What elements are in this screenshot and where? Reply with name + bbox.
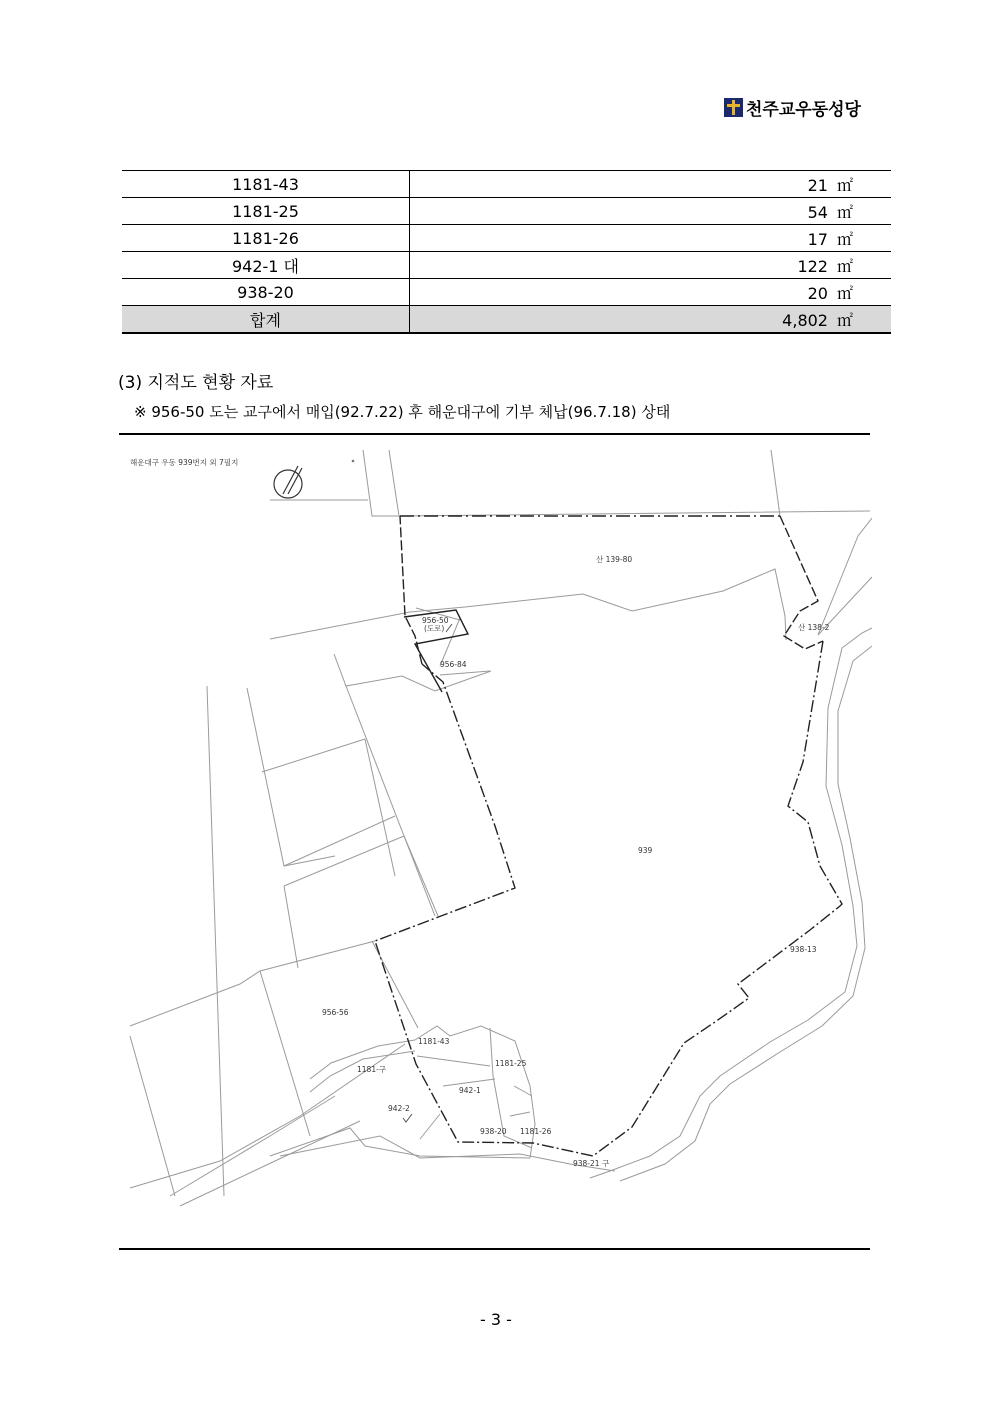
section-note: ※ 956-50 도는 교구에서 매입(92.7.22) 후 해운대구에 기부 체납(96.7.18) 상태 [134,403,671,421]
area-cell: 20 ㎡ [410,279,892,306]
parcel-label: 938-20 [480,1127,507,1136]
logo-text: 천주교우동성당 [746,99,861,120]
table-row [122,225,891,252]
area-table [122,170,891,334]
parcel-label: 956-56 [322,1008,349,1017]
area-cell: 54 ㎡ [410,198,892,225]
parcel-label: 938-13 [790,945,817,954]
parcel-label: 942-1 [459,1086,481,1095]
parcel-label: 1181-구 [357,1065,387,1074]
lot-cell: 1181-26 [122,225,410,252]
lot-cell: 1181-43 [122,171,410,198]
lot-cell: 1181-25 [122,198,410,225]
page-number: - 3 - [480,1310,512,1329]
total-area: 4,802 ㎡ [410,306,892,334]
parcel-label: 산 139-80 [596,555,633,564]
table-row [122,198,891,225]
parcel-label: 956-50 [422,616,449,625]
parcel-label: 1181-43 [418,1037,450,1046]
lot-cell: 938-20 [122,279,410,306]
table-row [122,252,891,279]
parcel-label: 939 [638,846,653,855]
cross-icon [724,98,743,117]
parcel-label: 956-84 [440,660,467,669]
cadastral-map [120,436,872,1248]
total-label: 합계 [122,306,410,334]
area-cell: 17 ㎡ [410,225,892,252]
parcel-label: 1181-25 [495,1059,527,1068]
parcel-label: (도로) [424,624,445,633]
parcel-label: 942-2 [388,1104,410,1113]
table-row [122,171,891,198]
check-mark-icon [403,1114,412,1122]
parcel-label: 1181-26 [520,1127,552,1136]
table-row [122,279,891,306]
lot-cell: 942-1 대 [122,252,410,279]
map-caption: 해운대구 우동 939번지 외 7필지 [130,458,239,467]
church-logo [724,96,861,118]
area-cell: 21 ㎡ [410,171,892,198]
area-cell: 122 ㎡ [410,252,892,279]
total-row [122,306,891,334]
parcel-label: 938-21 구 [573,1159,610,1168]
map-top-rule [119,433,870,435]
map-bottom-rule [119,1248,870,1250]
section-title: (3) 지적도 현황 자료 [118,373,274,393]
north-arrow-icon [274,466,302,498]
parcel-label: 산 138-2 [798,623,830,632]
